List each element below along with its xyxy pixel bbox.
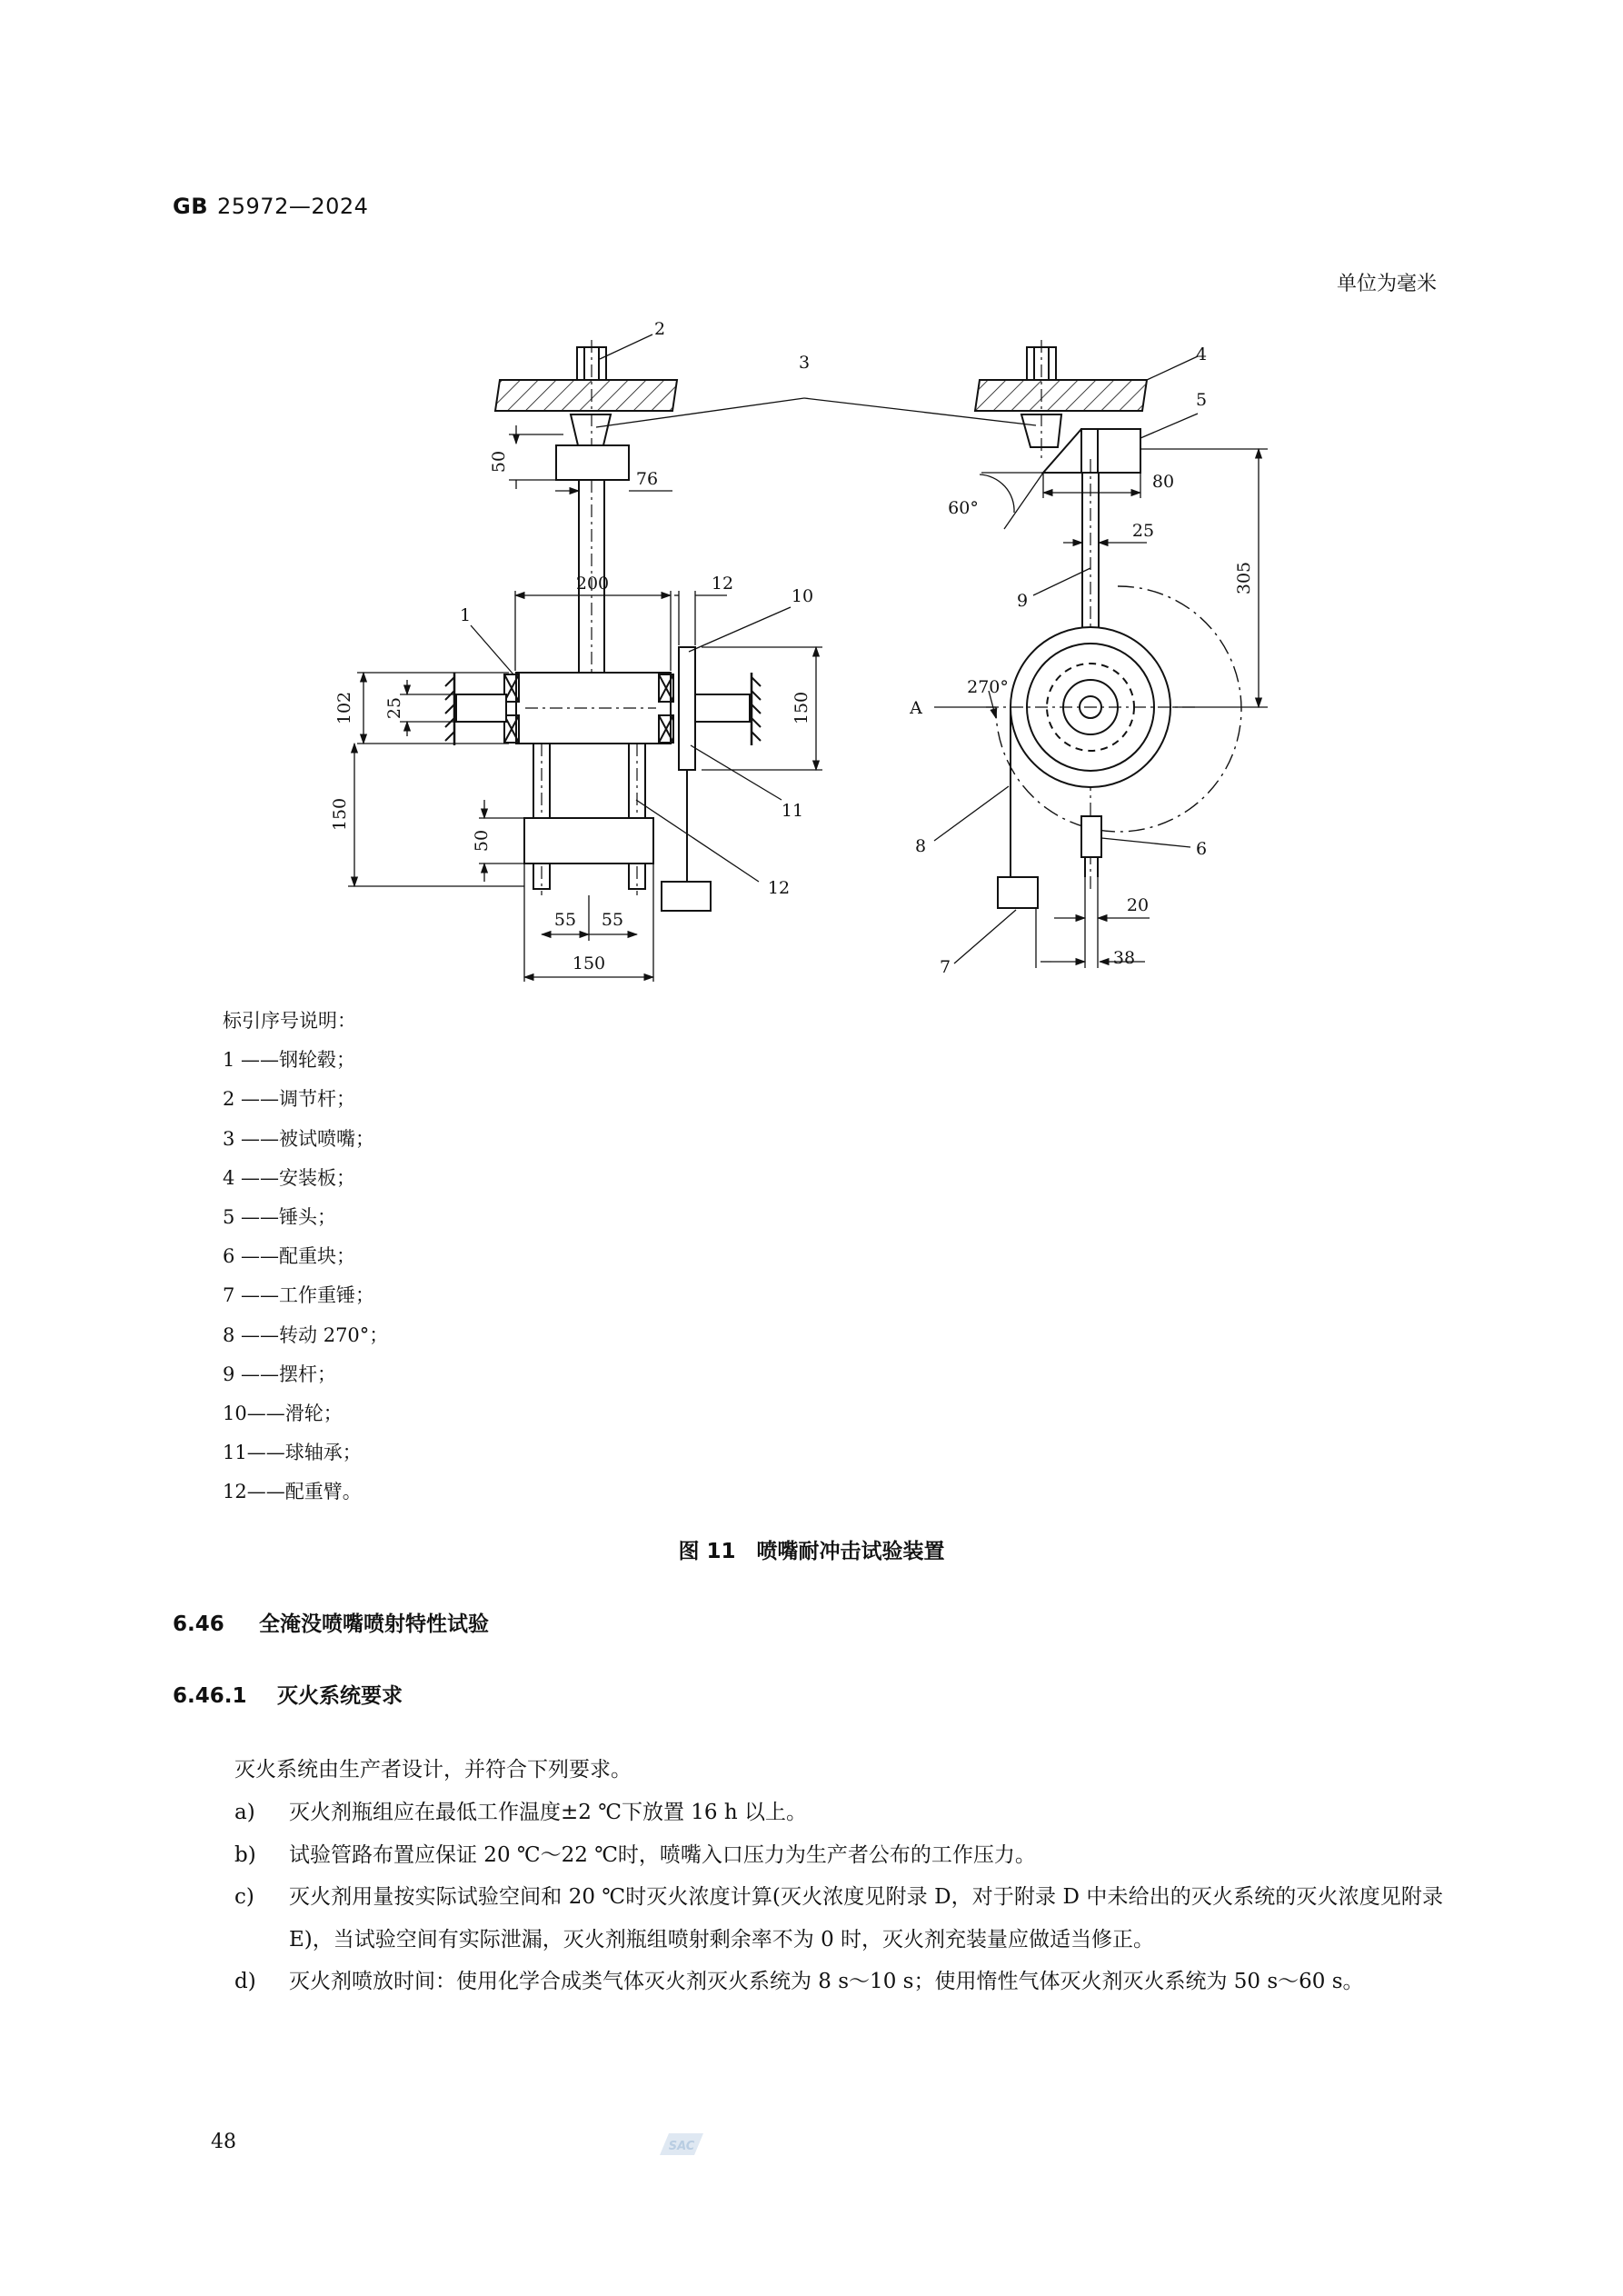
legend-item: 3 ——被试喷嘴；: [223, 1127, 375, 1150]
page-number: 48: [211, 2131, 236, 2153]
dim-270-deg: 270°: [967, 677, 1009, 697]
left-hammer-head: [556, 445, 629, 480]
dim-50-top: 50: [489, 450, 509, 474]
figure-legend: [223, 1002, 388, 1512]
dim-25-left: 25: [384, 696, 404, 720]
right-working-weight: [998, 877, 1038, 908]
right-counterweight-block: [1081, 816, 1101, 857]
left-working-weight: [662, 882, 711, 911]
dim-38: 38: [1112, 948, 1136, 968]
list-tag: a): [234, 1801, 255, 1824]
list-text: 灭火剂用量按实际试验空间和 20 ℃时灭火浓度计算(灭火浓度见附录 D，对于附录 D 中未给出的灭火系统的灭火浓度见附录 E)，当试验空间有实际泄漏，灭火剂瓶组喷射剩余率不为 0 时，灭火剂充装量应做适当修正。: [289, 1885, 1443, 1952]
left-counterweight-block: [524, 818, 653, 863]
callout-6: 6: [1195, 839, 1208, 859]
dim-150-right: 150: [792, 691, 812, 725]
legend-item: 10——滑轮；: [223, 1403, 343, 1425]
list-text: 试验管路布置应保证 20 ℃～22 ℃时，喷嘴入口压力为生产者公布的工作压力。: [289, 1842, 1036, 1867]
legend-item: 9 ——摆杆；: [223, 1363, 337, 1385]
requirements-list: [234, 1792, 1443, 2003]
dim-150-height: 150: [330, 797, 350, 832]
standard-number: 25972—2024: [217, 194, 369, 219]
left-pulley: [679, 647, 695, 770]
dim-60-deg: 60°: [948, 498, 979, 518]
callout-8: 8: [914, 836, 927, 856]
list-item: [234, 1834, 1443, 1877]
callout-5: 5: [1195, 390, 1208, 410]
section-title: 全淹没喷嘴喷射特性试验: [259, 1612, 489, 1636]
dim-25-right: 25: [1131, 521, 1155, 541]
callout-4: 4: [1195, 344, 1208, 364]
legend-item: 6 ——配重块；: [223, 1245, 356, 1268]
list-tag: b): [234, 1842, 256, 1867]
dim-55-a: 55: [553, 910, 577, 930]
callout-7: 7: [939, 957, 951, 977]
list-item: [234, 1961, 1443, 2003]
list-text: 灭火剂瓶组应在最低工作温度±2 ℃下放置 16 h 以上。: [289, 1801, 807, 1824]
legend-item: 5 ——锤头；: [223, 1206, 337, 1229]
section-number: 6.46.1: [173, 1684, 247, 1708]
svg-text:SAC: SAC: [668, 2140, 695, 2153]
sac-watermark-logo: [656, 2130, 707, 2159]
left-mounting-plate: [495, 380, 677, 411]
section-heading-6-46: [173, 1607, 489, 1637]
left-nozzle: [571, 414, 611, 445]
legend-item: 11——球轴承；: [223, 1442, 362, 1464]
dim-305: 305: [1234, 561, 1254, 595]
figure-caption: 图 11 喷嘴耐冲击试验装置: [678, 1540, 945, 1563]
callout-9: 9: [1016, 591, 1029, 611]
list-tag: c): [234, 1885, 254, 1909]
legend-item: 8 ——转动 270°；: [223, 1323, 389, 1346]
dim-76: 76: [635, 469, 659, 489]
section-heading-6-46-1: [173, 1679, 403, 1709]
legend-title: 标引序号说明：: [223, 1010, 356, 1032]
label-A: A: [910, 698, 922, 718]
callout-2: 2: [653, 319, 666, 339]
impact-test-apparatus-figure: [0, 0, 1623, 1000]
list-item: [234, 1792, 1443, 1834]
right-mounting-plate: [975, 380, 1147, 411]
section-number: 6.46: [173, 1612, 224, 1636]
dim-55-b: 55: [601, 910, 624, 930]
callout-1: 1: [459, 605, 472, 625]
list-item: [234, 1876, 1443, 1961]
legend-item: 7 ——工作重锤；: [223, 1284, 375, 1307]
section-title: 灭火系统要求: [277, 1684, 403, 1708]
legend-item: 4 ——安装板；: [223, 1166, 356, 1189]
callout-10: 10: [791, 586, 814, 606]
intro-paragraph: 灭火系统由生产者设计，并符合下列要求。: [234, 1758, 632, 1782]
callout-12: 12: [767, 878, 791, 898]
unit-note: 单位为毫米: [1336, 273, 1437, 295]
dim-80: 80: [1151, 472, 1175, 492]
dim-20: 20: [1126, 895, 1150, 915]
dim-50-lower: 50: [472, 829, 492, 853]
dim-200: 200: [575, 574, 610, 594]
dim-150-bottom: 150: [572, 953, 606, 973]
callout-3: 3: [798, 353, 811, 373]
legend-item: 1 ——钢轮毂；: [223, 1049, 356, 1072]
list-text: 灭火剂喷放时间：使用化学合成类气体灭火剂灭火系统为 8 s～10 s；使用惰性气体灭火剂灭火系统为 50 s～60 s。: [289, 1970, 1364, 1993]
dim-12: 12: [711, 574, 734, 594]
dim-102: 102: [334, 691, 354, 725]
legend-item: 12——配重臂。: [223, 1481, 362, 1503]
standard-code: GB: [173, 194, 208, 219]
callout-11: 11: [781, 801, 804, 821]
legend-item: 2 ——调节杆；: [223, 1088, 356, 1111]
list-tag: d): [234, 1970, 256, 1993]
